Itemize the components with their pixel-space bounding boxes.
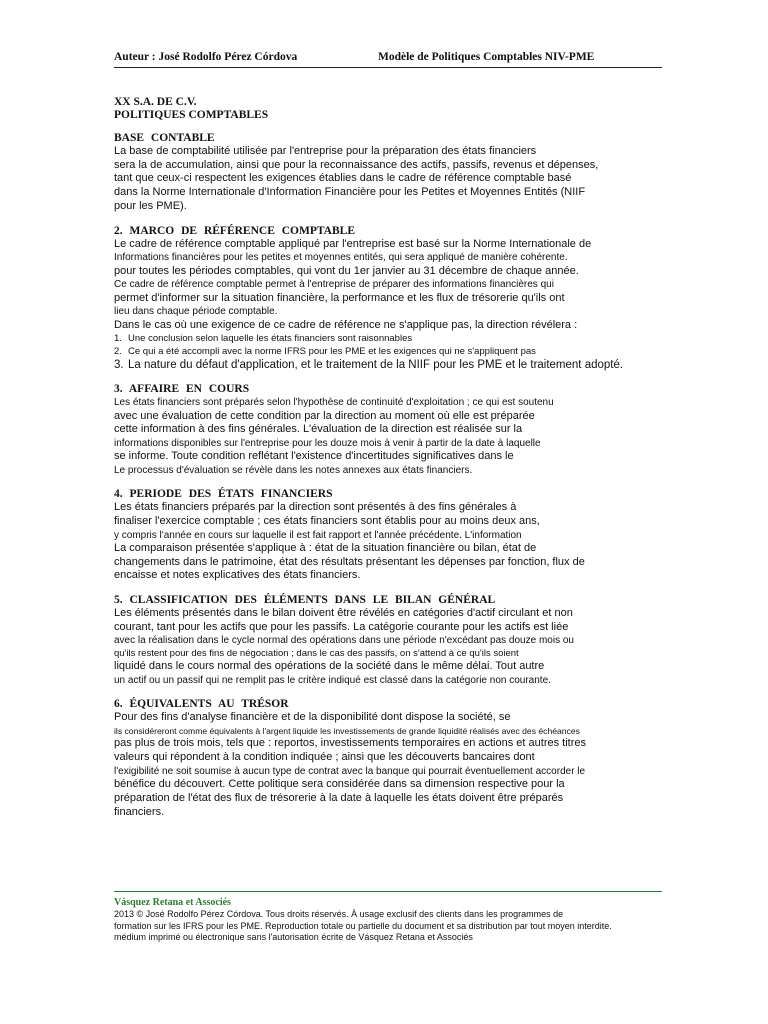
paragraph-line: permet d'informer sur la situation financière, la performance et les flux de trésorerie qu'ils ont (114, 291, 565, 304)
paragraph-line: Les états financiers sont préparés selon l'hypothèse de continuité d'exploitation ; ce qui est soutenu (114, 397, 554, 409)
list-item-number: 1. (114, 333, 122, 345)
paragraph-line: bénéfice du découvert. Cette politique sera considérée dans sa dimension respective pour la (114, 778, 565, 791)
section-heading: BASE CONTABLE (114, 132, 215, 144)
list-item-text: Une conclusion selon laquelle les états financiers sont raisonnables (128, 333, 413, 345)
paragraph-line: pour toutes les périodes comptables, qui vont du 1er janvier au 31 décembre de chaque année. (114, 264, 579, 277)
paragraph-line: se informe. Toute condition reflétant l'existence d'incertitudes significatives dans le (114, 450, 514, 463)
paragraph-line: avec une évaluation de cette condition par la direction au moment où elle est préparée (114, 409, 535, 422)
list-item (114, 345, 730, 358)
footer-firm-name: Vásquez Retana et Associés (114, 897, 231, 908)
footer-copyright-line: formation sur les IFRS pour les PME. Reproduction totale ou partielle du document et sa distribution par tout moyen interdite. (114, 920, 612, 931)
section-heading: 5. CLASSIFICATION DES ÉLÉMENTS DANS LE BILAN GÉNÉRAL (114, 594, 496, 607)
paragraph-line: courant, tant pour les actifs que pour les passifs. La catégorie courante pour les actifs est liée (114, 620, 569, 633)
section-heading: 2. MARCO DE RÉFÉRENCE COMPTABLE (114, 224, 356, 237)
list-item (114, 332, 730, 345)
header-author: Auteur : José Rodolfo Pérez Córdova (114, 51, 298, 63)
paragraph-line: changements dans le patrimoine, état des résultats présentant les dépenses par fonction, flux de (114, 555, 585, 568)
paragraph-line: La comparaison présentée s'applique à : état de la situation financière ou bilan, état de (114, 541, 537, 554)
paragraph-line: l'exigibilité ne soit soumise à aucun type de contrat avec la banque qui pourrait éventuellement accorder le (114, 765, 586, 777)
paragraph-line: sera la de accumulation, ainsi que pour la reconnaissance des actifs, passifs, revenus et dépenses, (114, 158, 599, 171)
paragraph-line: Pour des fins d'analyse financière et de la disponibilité dont dispose la société, se (114, 711, 511, 724)
paragraph-line: pas plus de trois mois, tels que : reportos, investissements temporaires en actions et autres titres (114, 737, 586, 750)
list-item-number: 3. (114, 359, 124, 372)
paragraph-line: cette information à des fins générales. L'évaluation de la direction est réalisée sur la (114, 423, 523, 436)
footer-copyright-line: médium imprimé ou électronique sans l'autorisation écrite de Vásquez Retana et Associés (114, 932, 473, 942)
paragraph-line: Les éléments présentés dans le bilan doivent être révélés en catégories d'actif circulant et non (114, 607, 573, 620)
list-item-text: La nature du défaut d'application, et le traitement de la NIIF pour les PME et le traitement adopté. (128, 359, 624, 372)
paragraph-line: qu'ils restent pour des fins de négociation ; dans le cas des passifs, on s'attend à ce qu'ils soient (114, 647, 519, 659)
paragraph-line: liquidé dans le cours normal des opérations de la société dans le même délai. Tout autre (114, 660, 545, 673)
header-doc-title: Modèle de Politiques Comptables NIV-PME (378, 51, 595, 63)
paragraph-line: finaliser l'exercice comptable ; ces états financiers sont établis pour au moins deux ans, (114, 514, 540, 527)
paragraph-line: préparation de l'état des flux de trésorerie à la date à laquelle les états doivent être préparés (114, 791, 564, 804)
paragraph-line: pour les PME). (114, 199, 187, 212)
paragraph-line: financiers. (114, 805, 165, 818)
paragraph-line: avec la réalisation dans le cycle normal des opérations dans une période n'excédant pas douze mois ou (114, 635, 574, 647)
paragraph-line: dans la Norme Internationale d'Information Financière pour les Petites et Moyennes Entités (NIIF (114, 186, 586, 199)
paragraph-line: y compris l'année en cours sur laquelle il est fait rapport et l'année précédente. L'information (114, 529, 522, 541)
section-heading: 4. PERIODE DES ÉTATS FINANCIERS (114, 488, 333, 501)
paragraph-line: Dans le cas où une exigence de ce cadre de référence ne s'applique pas, la direction révélera : (114, 318, 578, 331)
document-title: POLITIQUES COMPTABLES (114, 109, 269, 121)
section-heading: 6. ÉQUIVALENTS AU TRÉSOR (114, 698, 289, 711)
list-item (114, 358, 730, 372)
paragraph-line: La base de comptabilité utilisée par l'entreprise pour la préparation des états financiers (114, 145, 537, 157)
paragraph-line: valeurs qui répondent à la condition indiquée ; ainsi que les découverts bancaires dont (114, 751, 535, 764)
paragraph-line: Ce cadre de référence comptable permet à l'entreprise de préparer des informations financières qui (114, 279, 554, 291)
section-heading: 3. AFFAIRE EN COURS (114, 383, 250, 396)
list-item-text: Ce qui a été accompli avec la norme IFRS pour les PME et les exigences qui ne s'appliquent pas (128, 346, 536, 358)
paragraph-line: Le processus d'évaluation se révèle dans les notes annexes aux états financiers. (114, 464, 473, 476)
paragraph-line: Le cadre de référence comptable appliqué par l'entreprise est basé sur la Norme Internationale de (114, 237, 592, 250)
footer-copyright-line: 2013 © José Rodolfo Pérez Córdova. Tous droits réservés. À usage exclusif des clients dans les programmes de (114, 909, 564, 919)
paragraph-line: un actif ou un passif qui ne remplit pas le critère indiqué est classé dans la catégorie non courante. (114, 674, 551, 686)
paragraph-line: Informations financières pour les petites et moyennes entités, qui sera appliqué de manière cohérente. (114, 252, 568, 264)
list-item-number: 2. (114, 346, 122, 358)
paragraph-line: ils considéreront comme équivalents à l'argent liquide les investissements de grande liquidité réalisés avec des échéances (114, 725, 580, 736)
paragraph-line: informations disponibles sur l'entreprise pour les douze mois à venir à partir de la date à laquelle (114, 437, 541, 449)
paragraph-line: tant que ceux-ci respectent les exigences établies dans le cadre de référence comptable basé (114, 172, 572, 185)
paragraph-line: Les états financiers préparés par la direction sont présentés à des fins générales à (114, 501, 517, 514)
page-header (114, 51, 662, 68)
paragraph-line: lieu dans chaque période comptable. (114, 306, 278, 318)
page-footer (114, 891, 662, 944)
document-body (114, 96, 730, 819)
paragraph-line: encaisse et notes explicatives des états financiers. (114, 569, 361, 582)
company-name: XX S.A. DE C.V. (114, 96, 197, 108)
